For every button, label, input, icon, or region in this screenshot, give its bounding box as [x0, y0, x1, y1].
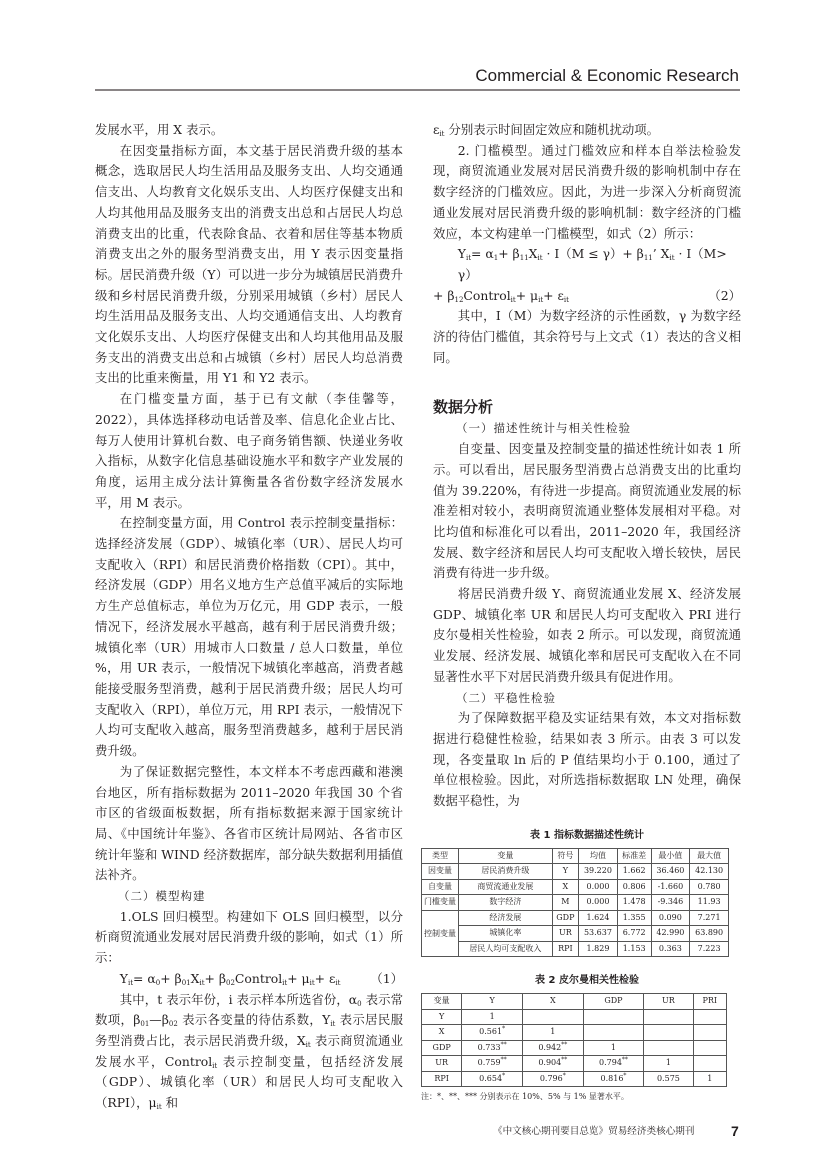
- significance-marker: **: [500, 1041, 507, 1049]
- cell: 因变量: [422, 864, 459, 880]
- cell: 1.153: [617, 941, 651, 957]
- subscript: 0: [357, 999, 362, 1008]
- cell: 门槛变量: [422, 895, 459, 911]
- correlation-cell: [583, 1025, 644, 1041]
- text-run: 表示控制变量，包括经济发展（GDP）、城镇化率（UR）和居民人均可支配收入（RPI），μ: [95, 1053, 403, 1111]
- paragraph-stationarity: 为了保障数据平稳及实证结果有效，本文对指标数据进行稳健性检验，结果如表 3 所示。由表 3 可以发现，各变量取 ln 后的 P 值结果均小于 0.100，通过了单位根检验。因此，对所选指标数据取 LN 处理，确保数据平稳性，为: [433, 710, 741, 809]
- correlation-cell: [644, 1071, 693, 1087]
- header-cell: 符号: [552, 848, 578, 864]
- formula-1-number: （1）: [370, 970, 403, 986]
- subscript: it: [537, 254, 543, 263]
- header-cell: 变量: [422, 994, 462, 1010]
- cell: 居民人均可支配收入: [459, 941, 553, 957]
- formula-2-line-2: [433, 286, 741, 307]
- correlation-cell: [693, 1025, 726, 1041]
- text-run: X: [190, 970, 200, 986]
- text-run: + β: [433, 287, 455, 303]
- correlation-cell: [462, 1040, 523, 1056]
- text-run: + β: [160, 970, 182, 986]
- subscript: 01: [181, 978, 191, 987]
- correlation-value: 0.561: [479, 1027, 503, 1037]
- correlation-cell: [462, 1071, 523, 1087]
- correlation-cell: [693, 1040, 726, 1056]
- text-run: Y: [457, 246, 466, 262]
- cell: 商贸流通业发展: [459, 879, 553, 895]
- table-row: [422, 1025, 727, 1041]
- correlation-cell: [462, 1009, 523, 1025]
- header-cell: PRI: [693, 994, 726, 1010]
- correlation-cell: [522, 1071, 583, 1087]
- cell: 0.000: [579, 879, 618, 895]
- text-run: + ε: [314, 970, 336, 986]
- paragraph-ols: 1.OLS 回归模型。构建如下 OLS 回归模型，以分析商贸流通业发展对居民消费升级的影响，如式（1）所示：: [95, 908, 403, 966]
- correlation-cell: [583, 1071, 644, 1087]
- cell: 53.637: [579, 926, 618, 942]
- text-run: Y: [119, 970, 128, 986]
- table-row: [422, 910, 729, 926]
- cell: 0.806: [617, 879, 651, 895]
- right-column: [421, 120, 741, 1105]
- correlation-value: 0.942: [538, 1042, 562, 1052]
- cell: M: [552, 895, 578, 911]
- paragraph-data-sources: 为了保证数据完整性，本文样本不考虑西藏和港澳台地区，所有指标数据为 2011–2020 年我国 30 个省市区的省级面板数据，所有指标数据来源于国家统计局、《中国统计年鉴》、各省市区统计局网站、各省市区统计年鉴和 WIND 经济数据库，部分缺失数据利用插值法补齐。: [95, 763, 403, 883]
- significance-marker: *: [562, 1072, 566, 1080]
- significance-marker: **: [621, 1056, 628, 1064]
- correlation-cell: [693, 1009, 726, 1025]
- text-run: + μ: [515, 287, 539, 303]
- journal-title: Commercial & Economic Research: [475, 66, 739, 85]
- header-cell: 类型: [422, 848, 459, 864]
- subscript: 11: [643, 254, 653, 263]
- cell: 0.090: [651, 910, 690, 926]
- cell: 63.890: [690, 926, 729, 942]
- correlation-cell: [462, 1056, 523, 1072]
- subscript: it: [212, 1061, 218, 1070]
- table-row: [422, 895, 729, 911]
- significance-marker: **: [500, 1056, 507, 1064]
- correlation-cell: [522, 1009, 583, 1025]
- cell: UR: [552, 926, 578, 942]
- correlation-value: 0.904: [538, 1058, 562, 1068]
- cell: RPI: [552, 941, 578, 957]
- formula-1: [95, 969, 403, 990]
- significance-marker: *: [502, 1072, 506, 1080]
- header-cell: X: [522, 994, 583, 1010]
- subscript: it: [199, 978, 205, 987]
- correlation-cell: [644, 1025, 693, 1041]
- cell: 0.780: [690, 879, 729, 895]
- cell: 数字经济: [459, 895, 553, 911]
- text-run: = α: [133, 970, 156, 986]
- subscript: 02: [168, 1020, 178, 1029]
- subscript: 11: [519, 254, 529, 263]
- cell: 42.990: [651, 926, 690, 942]
- text-run: + μ: [287, 970, 310, 986]
- cell: X: [552, 879, 578, 895]
- correlation-value: 1: [489, 1011, 495, 1021]
- row-label: UR: [422, 1056, 462, 1072]
- text-run: 表示常数项，β: [95, 991, 403, 1028]
- text-run: 其中，t 表示年份，i 表示样本所选省份，α: [119, 991, 358, 1007]
- correlation-cell: [693, 1056, 726, 1072]
- correlation-cell: [583, 1056, 644, 1072]
- correlation-value: 0.759: [477, 1058, 501, 1068]
- text-run: 和: [161, 1095, 178, 1111]
- cell-control-variables: 控制变量: [422, 910, 459, 957]
- correlation-cell: [693, 1071, 726, 1087]
- cell: 自变量: [422, 879, 459, 895]
- text-run: X: [528, 246, 538, 262]
- text-run: Control: [234, 970, 283, 986]
- text-run: 分别表示时间固定效应和随机扰动项。: [444, 122, 660, 137]
- text-run: · I（M ≤ γ）+ β: [542, 246, 644, 262]
- table-row: [422, 926, 729, 942]
- subscript: it: [309, 978, 315, 987]
- subscript: it: [510, 295, 516, 304]
- row-label: GDP: [422, 1040, 462, 1056]
- formula-1-body: [120, 969, 341, 990]
- header-cell: 变量: [459, 848, 553, 864]
- correlation-value: 1: [550, 1027, 556, 1037]
- paragraph-control-variables: 在控制变量方面，用 Control 表示控制变量指标：选择经济发展（GDP）、城镇化率（UR）、居民人均可支配收入（RPI）和居民消费价格指数（CPI）。其中，经济发展（GDP）用名义地方生产总值平减后的实际地方生产总值标志，单位为万亿元，用 GDP 表示，一般情况下，经济发展水平越高，越有利于居民消费升级；城镇化率（UR）用城市人口数量 / 总人口数量，单位 %，用 UR 表示，一般情况下城镇化率越高，消费者越能接受服务型消费，越利于居民消费升级；居民人均可支配收入（RPI），单位万元，用 RPI 表示，一般情况下人均可支配收入越高，服务型消费越多，越利于居民消费升级。: [95, 515, 403, 759]
- correlation-cell: [522, 1040, 583, 1056]
- correlation-value: 0.575: [656, 1073, 680, 1083]
- correlation-cell: [462, 1025, 523, 1041]
- table-row: [422, 1040, 727, 1056]
- header-cell: UR: [644, 994, 693, 1010]
- cell: 1.829: [579, 941, 618, 957]
- significance-marker: **: [561, 1056, 568, 1064]
- cell: 6.772: [617, 926, 651, 942]
- paragraph-threshold-variable: 在门槛变量方面，基于已有文献（李佳馨等，2022），具体选择移动电话普及率、信息化企业占比、每万人使用计算机台数、电子商务销售额、快递业务收入指标，从数字化信息基础设施水平和数字产业发展的角度，运用主成分法计算衡量各省份数字经济发展水平，用 M 表示。: [95, 391, 403, 510]
- subscript: it: [439, 130, 445, 138]
- formula-2-line-1: [433, 244, 741, 285]
- subscript: it: [330, 1020, 336, 1029]
- formula-2-body: [433, 286, 569, 307]
- subscript: it: [282, 978, 288, 987]
- table-row: [422, 879, 729, 895]
- correlation-cell: [583, 1009, 644, 1025]
- cell: 1.624: [579, 910, 618, 926]
- header-cell: 最大值: [690, 848, 729, 864]
- correlation-value: 1: [707, 1073, 713, 1083]
- table-row: [422, 1071, 727, 1087]
- paragraph-correlation: 将居民消费升级 Y、商贸流通业发展 X、经济发展 GDP、城镇化率 UR 和居民人均可支配收入 PRI 进行皮尔曼相关性检验，如表 2 所示。可以发现，商贸流通业发展、经济发展、城镇化率和居民可支配收入在不同显著性水平下对居民消费升级具有促进作用。: [433, 586, 741, 684]
- correlation-cell: [522, 1025, 583, 1041]
- header-cell: 标准差: [617, 848, 651, 864]
- table-2-title: 表 2 皮尔曼相关性检验: [535, 975, 639, 987]
- row-label: X: [422, 1025, 462, 1041]
- cell: 居民消费升级: [459, 864, 553, 880]
- correlation-cell: [644, 1009, 693, 1025]
- cell: GDP: [552, 910, 578, 926]
- cell: 42.130: [690, 864, 729, 880]
- row-label: Y: [422, 1009, 462, 1025]
- subheading-descriptive: （一）描述性统计与相关性检验: [456, 421, 631, 436]
- table-1-title: 表 1 指标数据描述性统计: [530, 829, 644, 841]
- table-row: [422, 1009, 727, 1025]
- text-run: ’ X: [652, 246, 670, 262]
- subscript: it: [335, 978, 341, 987]
- subscript: 02: [226, 978, 235, 987]
- cell: 11.93: [690, 895, 729, 911]
- paragraph-threshold-explanation: 其中，I（M）为数字经济的示性函数，γ 为数字经济的待估门槛值，其余符号与上文式（1）表达的含义相同。: [433, 308, 741, 365]
- table-row: [422, 1056, 727, 1072]
- subscript: 0: [155, 978, 161, 987]
- text-run: + ε: [543, 287, 564, 303]
- subscript: it: [305, 1040, 311, 1049]
- cell: 城镇化率: [459, 926, 553, 942]
- header-cell: 最小值: [651, 848, 690, 864]
- table-2-pearson-correlation: [421, 993, 727, 1087]
- correlation-value: 0.796: [539, 1073, 563, 1083]
- table-header-row: [422, 994, 727, 1010]
- paragraph: 发展水平，用 X 表示。: [95, 122, 224, 137]
- correlation-value: 1: [610, 1042, 616, 1052]
- text-run: · I（M> γ）: [457, 246, 727, 282]
- subscript: it: [563, 295, 569, 304]
- subscript: 12: [454, 295, 464, 304]
- text-run: 表示各变量的待估系数，Y: [177, 1012, 331, 1028]
- significance-marker: **: [561, 1041, 568, 1049]
- header-cell: Y: [462, 994, 523, 1010]
- correlation-cell: [644, 1040, 693, 1056]
- table-row: [422, 864, 729, 880]
- paragraph-continued: [433, 120, 741, 141]
- header-cell: GDP: [583, 994, 644, 1010]
- subscript: it: [127, 978, 134, 987]
- header-cell: 均值: [579, 848, 618, 864]
- correlation-value: 0.794: [599, 1058, 622, 1068]
- cell: 经济发展: [459, 910, 553, 926]
- subscript: 1: [493, 254, 499, 263]
- significance-marker: *: [623, 1072, 627, 1080]
- correlation-cell: [522, 1056, 583, 1072]
- correlation-value: 0.816: [600, 1073, 624, 1083]
- subscript: 01: [140, 1020, 150, 1029]
- table-row: [422, 941, 729, 957]
- footer-journal-index: 《中文核心期刊要目总览》贸易经济类核心期刊: [493, 1126, 695, 1137]
- paragraph-threshold-model: 2. 门槛模型。通过门槛效应和样本自举法检验发现，商贸流通业发展对居民消费升级的影响机制中存在数字经济的门槛效应。因此，为进一步深入分析商贸流通业发展对居民消费升级的影响机制：数字经济的门槛效应，本文构建单一门槛模型，如式（2）所示：: [433, 142, 741, 241]
- correlation-value: 1: [665, 1058, 671, 1068]
- text-run: ε: [433, 122, 440, 137]
- page-number: 7: [731, 1123, 739, 1139]
- cell: -9.346: [651, 895, 690, 911]
- text-run: —β: [149, 1012, 169, 1028]
- correlation-cell: [583, 1040, 644, 1056]
- text-run: 表示商贸流通业发展水平，Control: [95, 1032, 403, 1069]
- cell: 39.220: [579, 864, 618, 880]
- cell: 7.271: [690, 910, 729, 926]
- subheading-stationarity: （二）平稳性检验: [456, 690, 556, 705]
- cell: 0.363: [651, 941, 690, 957]
- cell: Y: [552, 864, 578, 880]
- text-run: 表示居民服务型消费占比，表示居民消费升级，X: [95, 1012, 403, 1048]
- subscript: it: [465, 254, 472, 263]
- cell: 1.662: [617, 864, 651, 880]
- correlation-cell: [644, 1056, 693, 1072]
- significance-marker: *: [502, 1025, 506, 1033]
- table-1-descriptive-statistics: [421, 848, 729, 958]
- cell: 36.460: [651, 864, 690, 880]
- text-run: Control: [463, 287, 511, 303]
- paragraph-ols-explanation: [95, 990, 403, 1114]
- cell: 1.478: [617, 895, 651, 911]
- cell: 7.223: [690, 941, 729, 957]
- paragraph-descriptive: 自变量、因变量及控制变量的描述性统计如表 1 所示。可以看出，居民服务型消费占总消费支出的比重均值为 39.220%，有待进一步提高。商贸流通业发展的标准差相对较小，表明商贸流通业整体发展相对平稳。对比均值和标准化可以看出，2011–2020 年，我国经济发展、数字经济和居民人均可支配收入增长较快，居民消费有待进一步升级。: [433, 441, 741, 581]
- table-2-note: 注：*、**、*** 分别表示在 10%、5% 与 1% 显著水平。: [421, 1092, 629, 1102]
- formula-2-number: （2）: [708, 287, 741, 303]
- left-column: [95, 120, 403, 1114]
- header-rule: [95, 89, 740, 91]
- correlation-value: 0.654: [479, 1073, 503, 1083]
- cell: -1.660: [651, 879, 690, 895]
- correlation-value: 0.733: [477, 1042, 501, 1052]
- subscript: it: [669, 254, 675, 263]
- paragraph-dependent-variable: 在因变量指标方面，本文基于居民消费升级的基本概念，选取居民人均生活用品及服务支出、人均交通通信支出、人均教育文化娱乐支出、人均医疗保健支出和人均其他用品及服务支出的消费支出总和占居民人均总消费支出的比重，代表除食品、衣着和居住等基本物质消费支出之外的服务型消费支出，用 Y 表示因变量指标。居民消费升级（Y）可以进一步分为城镇居民消费升级和乡村居民消费升级，分别采用城镇（乡村）居民人均生活用品及服务支出、人均交通通信支出、人均教育文化娱乐支出、人均医疗保健支出和人均其他用品及服务支出的消费支出总和占城镇（乡村）居民人均总消费支出的比重来衡量，用 Y1 和 Y2 表示。: [95, 142, 403, 386]
- cell: 1.355: [617, 910, 651, 926]
- row-label: RPI: [422, 1071, 462, 1087]
- cell: 0.000: [579, 895, 618, 911]
- subheading-model: （二）模型构建: [118, 889, 206, 904]
- subscript: it: [538, 295, 544, 304]
- text-run: + β: [204, 970, 226, 986]
- table-header-row: [422, 848, 729, 864]
- text-run: + β: [498, 246, 520, 262]
- text-run: = α: [471, 246, 494, 262]
- section-heading: 数据分析: [433, 398, 494, 417]
- subscript: it: [156, 1103, 162, 1112]
